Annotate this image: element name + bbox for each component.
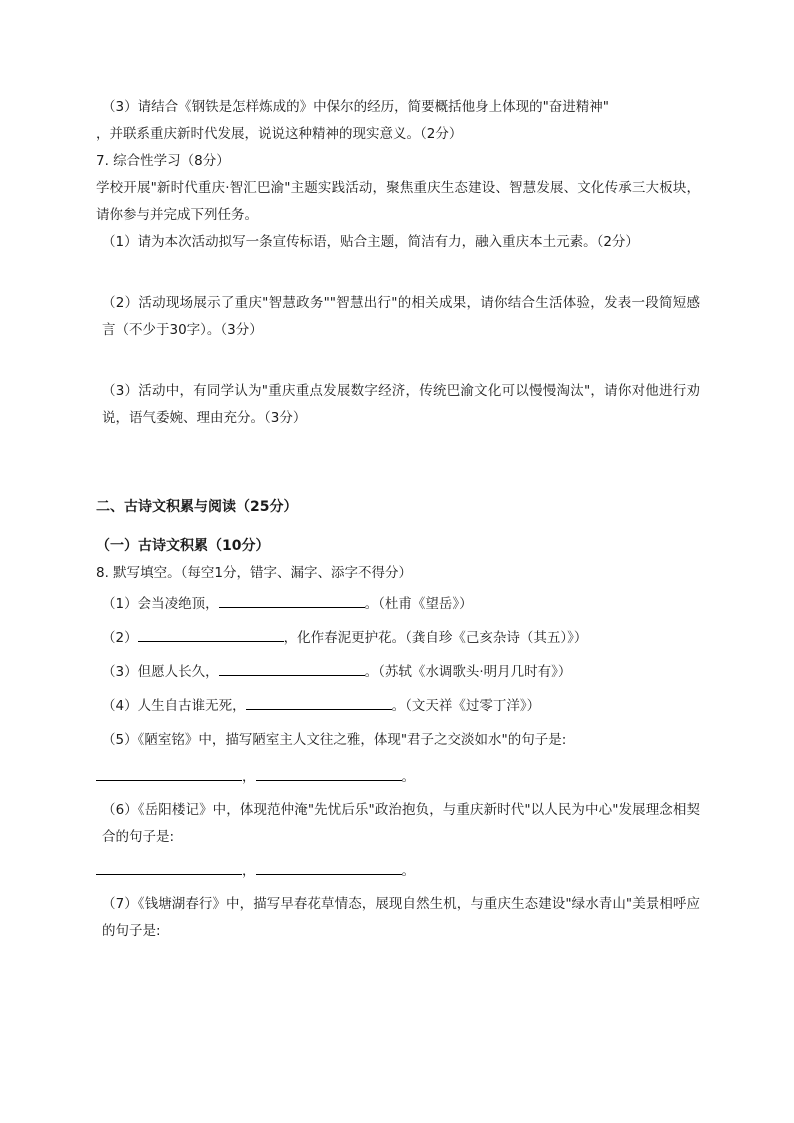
answer-blank[interactable] (256, 766, 402, 781)
question-6-3-line1: （3）请结合《钢铁是怎样炼成的》中保尔的经历，简要概括他身上体现的"奋进精神" (102, 99, 610, 115)
question-7-intro: 学校开展"新时代重庆·智汇巴渝"主题实践活动，聚焦重庆生态建设、智慧发展、文化传承三大板块，请你参与并完成下列任务。 (96, 180, 700, 223)
question-8-item-6: （6）《岳阳楼记》中，体现范仲淹"先忧后乐"政治抱负，与重庆新时代"以人民为中心"发展理念相契合的句子是: (102, 802, 700, 845)
exam-page (96, 94, 700, 945)
question-8-item-6-blanks: ， 。 (96, 851, 700, 891)
question-7-sub1: （1）请为本次活动拟写一条宣传标语，贴合主题，简洁有力，融入重庆本土元素。（2分） (102, 234, 639, 250)
section-2-subtitle: （一）古诗文积累（10分） (96, 538, 270, 554)
answer-blank[interactable] (256, 860, 402, 875)
question-8-item-4: （4）人生自古谁无死， 。（文天祥《过零丁洋》） (96, 689, 700, 723)
question-8-item-5-blanks: ， 。 (96, 757, 700, 797)
answer-blank[interactable] (138, 627, 284, 642)
answer-blank[interactable] (219, 661, 365, 676)
question-7-sub3: （3）活动中，有同学认为"重庆重点发展数字经济，传统巴渝文化可以慢慢淘汰"，请你对他进行劝说，语气委婉、理由充分。（3分） (102, 383, 700, 426)
question-8-item-7: （7）《钱塘湖春行》中，描写早春花草情态，展现自然生机，与重庆生态建设"绿水青山"美景相呼应的句子是: (102, 896, 700, 939)
answer-blank[interactable] (246, 695, 392, 710)
answer-blank[interactable] (96, 860, 242, 875)
section-2-title: 二、古诗文积累与阅读（25分） (96, 499, 298, 515)
question-6-3-line2: ，并联系重庆新时代发展，说说这种精神的现实意义。（2分） (96, 126, 463, 142)
question-8-item-2: （2） ，化作春泥更护花。（龚自珍《己亥杂诗（其五）》） (96, 621, 700, 655)
question-8-title: 8. 默写填空。（每空1分，错字、漏字、添字不得分） (96, 565, 413, 581)
answer-blank[interactable] (96, 766, 242, 781)
question-8-item-5: （5）《陋室铭》中，描写陋室主人文往之雅，体现"君子之交淡如水"的句子是: (102, 732, 567, 748)
question-8-item-1: （1）会当凌绝顶， 。（杜甫《望岳》） (96, 587, 700, 621)
question-7-title: 7. 综合性学习（8分） (96, 153, 230, 169)
question-8-item-3: （3）但愿人长久， 。（苏轼《水调歌头·明月几时有》） (96, 655, 700, 689)
answer-blank[interactable] (219, 593, 365, 608)
question-7-sub2: （2）活动现场展示了重庆"智慧政务""智慧出行"的相关成果，请你结合生活体验，发表一段简短感言（不少于30字）。（3分） (102, 295, 700, 338)
